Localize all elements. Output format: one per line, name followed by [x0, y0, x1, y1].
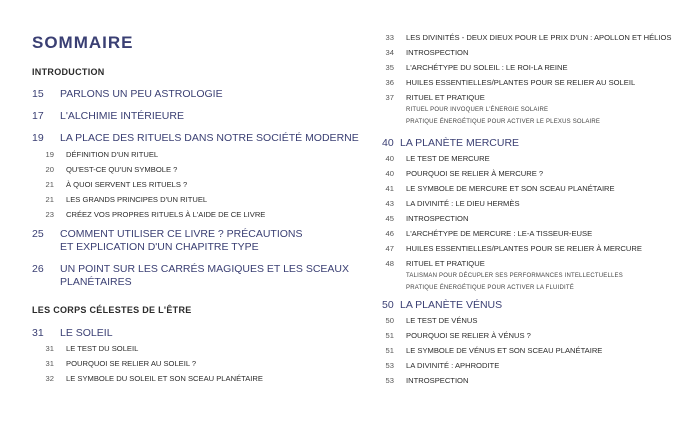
- page-number: 31: [45, 344, 54, 353]
- chapter-alchimie[interactable]: [32, 110, 184, 123]
- page-number: 20: [45, 165, 54, 174]
- toc-subitem[interactable]: [32, 210, 265, 219]
- subitem-label: RITUEL ET PRATIQUE: [406, 259, 485, 268]
- page-number: 31: [32, 327, 44, 339]
- page-number: 53: [385, 376, 394, 385]
- page-number: 15: [32, 88, 44, 100]
- page-number: 32: [45, 374, 54, 383]
- subitem-label: LES DIVINITÉS - DEUX DIEUX POUR LE PRIX D'UN : APOLLON ET HÉLIOS: [406, 33, 672, 42]
- subitem-label: LES GRANDS PRINCIPES D'UN RITUEL: [66, 195, 208, 204]
- page-number: 47: [385, 244, 394, 253]
- toc-subitem[interactable]: [32, 150, 158, 159]
- toc-subitem[interactable]: [372, 361, 499, 370]
- chapter-soleil[interactable]: [32, 327, 113, 340]
- chapter-label-line2: ET EXPLICATION D'UN CHAPITRE TYPE: [60, 241, 259, 253]
- toc-subitem[interactable]: [32, 195, 207, 204]
- chapter-label: LE SOLEIL: [60, 327, 113, 339]
- page-number: 51: [385, 331, 394, 340]
- chapter-label-line2: PLANÉTAIRES: [60, 276, 132, 288]
- subitem-label: INTROSPECTION: [406, 214, 469, 223]
- subitem-label: LE SYMBOLE DE MERCURE ET SON SCEAU PLANÉTAIRE: [406, 184, 615, 193]
- toc-subitem[interactable]: [372, 259, 485, 268]
- chapter-astrologie[interactable]: [32, 88, 223, 101]
- page-number: 21: [45, 180, 54, 189]
- subitem-label: RITUEL ET PRATIQUE: [406, 93, 485, 102]
- subitem-label: LE SYMBOLE DU SOLEIL ET SON SCEAU PLANÉTAIRE: [66, 374, 263, 383]
- subitem-label: CRÉEZ VOS PROPRES RITUELS À L'AIDE DE CE LIVRE: [66, 210, 266, 219]
- chapter-label: UN POINT SUR LES CARRÉS MAGIQUES ET LES SCEAUX: [60, 263, 350, 275]
- page-number: 25: [32, 228, 44, 240]
- subitem-label: LE TEST DE MERCURE: [406, 154, 490, 163]
- toc-subitem[interactable]: [372, 199, 520, 208]
- page-number: 53: [385, 361, 394, 370]
- page-number: 43: [385, 199, 394, 208]
- toc-subitem[interactable]: [372, 316, 477, 325]
- subitem-label: INTROSPECTION: [406, 376, 469, 385]
- toc-subitem[interactable]: [372, 244, 642, 253]
- toc-minor-item[interactable]: TALISMAN POUR DÉCUPLER SES PERFORMANCES INTELLECTUELLES: [406, 273, 623, 279]
- chapter-utiliser-livre[interactable]: [32, 228, 303, 254]
- subitem-label: QU'EST-CE QU'UN SYMBOLE ?: [66, 165, 178, 174]
- toc-subitem[interactable]: [372, 48, 468, 57]
- subitem-label: POURQUOI SE RELIER AU SOLEIL ?: [66, 359, 197, 368]
- subitem-label: LA DIVINITÉ : LE DIEU HERMÈS: [406, 199, 520, 208]
- section-corps-celestes: LES CORPS CÉLESTES DE L'ÊTRE: [32, 305, 192, 315]
- page-number: 35: [385, 63, 394, 72]
- toc-subitem[interactable]: [372, 184, 615, 193]
- toc-subitem[interactable]: [32, 374, 263, 383]
- toc-minor-item[interactable]: PRATIQUE ÉNERGÉTIQUE POUR ACTIVER LA FLUIDITÉ: [406, 285, 574, 291]
- toc-subitem[interactable]: [372, 214, 468, 223]
- subitem-label: HUILES ESSENTIELLES/PLANTES POUR SE RELIER AU SOLEIL: [406, 78, 636, 87]
- chapter-rituels[interactable]: [32, 132, 359, 145]
- subitem-label: LE TEST DU SOLEIL: [66, 344, 139, 353]
- page-number: 46: [385, 229, 394, 238]
- toc-subitem[interactable]: [372, 78, 635, 87]
- page-number: 31: [45, 359, 54, 368]
- chapter-label: COMMENT UTILISER CE LIVRE ? PRÉCAUTIONS: [60, 228, 303, 240]
- page-number: 33: [385, 33, 394, 42]
- page-number: 50: [382, 299, 394, 311]
- toc-subitem[interactable]: [372, 376, 468, 385]
- toc-subitem[interactable]: [32, 359, 196, 368]
- page-number: 23: [45, 210, 54, 219]
- chapter-label: LA PLANÈTE VÉNUS: [400, 299, 503, 311]
- page-number: 40: [385, 169, 394, 178]
- toc-subitem[interactable]: [372, 346, 602, 355]
- chapter-label: LA PLACE DES RITUELS DANS NOTRE SOCIÉTÉ MODERNE: [60, 132, 359, 144]
- subitem-label: HUILES ESSENTIELLES/PLANTES POUR SE RELIER À MERCURE: [406, 244, 642, 253]
- page-number: 45: [385, 214, 394, 223]
- subitem-label: À QUOI SERVENT LES RITUELS ?: [66, 180, 188, 189]
- chapter-label: PARLONS UN PEU ASTROLOGIE: [60, 88, 223, 100]
- chapter-mercure[interactable]: [382, 137, 519, 150]
- page-number: 17: [32, 110, 44, 122]
- chapter-label: L'ALCHIMIE INTÉRIEURE: [60, 110, 184, 122]
- subitem-label: DÉFINITION D'UN RITUEL: [66, 150, 159, 159]
- toc-minor-item[interactable]: PRATIQUE ÉNERGÉTIQUE POUR ACTIVER LE PLEXUS SOLAIRE: [406, 119, 601, 125]
- toc-subitem[interactable]: [372, 93, 485, 102]
- page-number: 51: [385, 346, 394, 355]
- page-number: 34: [385, 48, 394, 57]
- page-number: 40: [385, 154, 394, 163]
- page-number: 26: [32, 263, 44, 275]
- page-number: 37: [385, 93, 394, 102]
- chapter-carres-magiques[interactable]: [32, 263, 349, 289]
- page-number: 50: [385, 316, 394, 325]
- page-number: 21: [45, 195, 54, 204]
- toc-subitem[interactable]: [32, 165, 177, 174]
- page-number: 36: [385, 78, 394, 87]
- page-number: 19: [45, 150, 54, 159]
- toc-subitem[interactable]: [372, 229, 592, 238]
- section-introduction: INTRODUCTION: [32, 67, 105, 77]
- page-number: 19: [32, 132, 44, 144]
- page-number: 41: [385, 184, 394, 193]
- toc-subitem[interactable]: [372, 331, 531, 340]
- subitem-label: POURQUOI SE RELIER À MERCURE ?: [406, 169, 544, 178]
- subitem-label: L'ARCHÉTYPE DU SOLEIL : LE ROI-LA REINE: [406, 63, 568, 72]
- page-title: SOMMAIRE: [32, 33, 134, 52]
- subitem-label: POURQUOI SE RELIER À VÉNUS ?: [406, 331, 531, 340]
- toc-subitem[interactable]: [372, 63, 568, 72]
- toc-subitem[interactable]: [372, 154, 490, 163]
- toc-subitem[interactable]: [372, 33, 671, 42]
- toc-subitem[interactable]: [32, 180, 187, 189]
- chapter-venus[interactable]: [382, 299, 502, 312]
- toc-subitem[interactable]: [372, 169, 543, 178]
- toc-minor-item[interactable]: RITUEL POUR INVOQUER L'ÉNERGIE SOLAIRE: [406, 107, 549, 113]
- toc-subitem[interactable]: [32, 344, 138, 353]
- subitem-label: LE SYMBOLE DE VÉNUS ET SON SCEAU PLANÉTAIRE: [406, 346, 603, 355]
- page-number: 48: [385, 259, 394, 268]
- subitem-label: INTROSPECTION: [406, 48, 469, 57]
- chapter-label: LA PLANÈTE MERCURE: [400, 137, 520, 149]
- subitem-label: LE TEST DE VÉNUS: [406, 316, 478, 325]
- subitem-label: LA DIVINITÉ : APHRODITE: [406, 361, 500, 370]
- page-number: 40: [382, 137, 394, 149]
- subitem-label: L'ARCHÉTYPE DE MERCURE : LE-A TISSEUR-EUSE: [406, 229, 593, 238]
